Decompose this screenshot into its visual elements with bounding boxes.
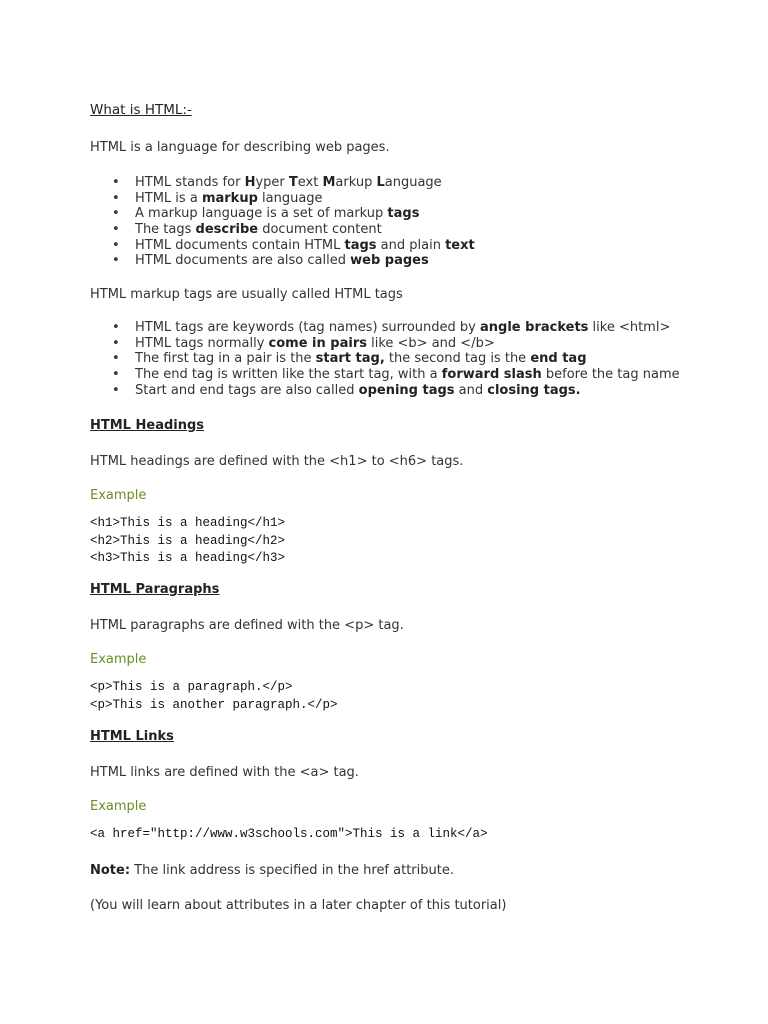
text-run: ext [297,175,323,190]
bold-run: H [244,175,256,190]
bold-run: start tag, [315,351,385,367]
html-tags-list [90,320,680,398]
headings-code-block [90,515,285,568]
bullet-icon: • [112,206,120,222]
text-run: The end tag is written like the start tag, with a [135,367,442,383]
headings-text: HTML headings are defined with the <h1> to <h6> tags. [90,454,464,469]
list-item [90,222,475,238]
code-line: <p>This is another paragraph.</p> [90,697,338,712]
paragraphs-code-block [90,679,338,714]
list-item [90,367,680,383]
text-run: HTML tags normally [135,335,269,351]
intro-text: HTML is a language for describing web pages. [90,140,390,155]
text-run: language [257,190,323,206]
text-run: HTML documents are also called [135,253,351,269]
bold-run: forward slash [441,367,542,383]
bullet-icon: • [112,320,120,335]
headings-section-title: HTML Headings [90,418,205,433]
bold-run: end tag [530,351,587,367]
list-item [90,383,680,399]
code-line: <a href="http://www.w3schools.com">This is a link</a> [90,827,488,841]
text-run: and [454,382,488,398]
bold-run: tags [387,206,420,222]
bold-run: tags [344,237,377,253]
list-item [90,238,475,254]
bold-run: opening tags [358,382,455,398]
text-run: HTML stands for [135,175,245,190]
text-run: HTML tags are keywords (tag names) surrounded by [135,320,480,335]
list-item [90,351,680,367]
page-title: What is HTML:- [90,102,192,118]
bullet-icon: • [112,222,120,238]
paragraphs-text: HTML paragraphs are defined with the <p> tag. [90,618,404,633]
note-text [90,863,454,878]
links-section-title: HTML Links [90,729,174,744]
text-run: like <html> [588,320,671,335]
paragraphs-section-title: HTML Paragraphs [90,582,220,597]
text-run: arkup [335,175,377,190]
bold-run: web pages [350,253,429,269]
code-line: <h2>This is a heading</h2> [90,533,286,548]
text-run: the second tag is the [384,351,531,367]
bullet-icon: • [112,382,120,398]
bold-run: L [376,175,385,190]
text-run: anguage [384,175,442,190]
text-run: document content [258,222,382,238]
bullet-icon: • [112,335,120,351]
text-run: and plain [376,237,446,253]
text-run: A markup language is a set of markup [135,206,388,222]
links-example-label: Example [90,799,147,814]
text-run: The tags [135,222,196,238]
bold-run: M [322,175,336,190]
footer-text: (You will learn about attributes in a later chapter of this tutorial) [90,898,507,913]
bold-run: closing tags. [487,382,581,398]
text-run: The first tag in a pair is the [135,351,316,367]
bullet-icon: • [112,175,120,190]
bullet-icon: • [112,367,120,383]
bullet-icon: • [112,190,120,206]
paragraphs-example-label: Example [90,652,147,667]
list-item [90,320,680,336]
tags-intro-text: HTML markup tags are usually called HTML tags [90,287,403,302]
code-line: <p>This is a paragraph.</p> [90,680,293,694]
list-item [90,175,475,191]
headings-example-label: Example [90,488,147,503]
list-item [90,206,475,222]
links-code-block [90,826,488,844]
bold-run: text [445,237,475,253]
bold-run: describe [195,222,259,238]
bullet-icon: • [112,351,120,367]
code-line: <h3>This is a heading</h3> [90,551,286,565]
code-line: <h1>This is a heading</h1> [90,516,286,530]
list-item [90,191,475,207]
text-run: yper [255,175,289,190]
text-run: before the tag name [541,367,680,383]
text-run: like <b> and </b> [366,335,495,351]
list-item [90,336,680,352]
bullet-icon: • [112,237,120,253]
list-item [90,253,475,269]
bold-run: markup [201,190,258,206]
bullet-icon: • [112,253,120,269]
bold-run: T [288,175,298,190]
bold-run: come in pairs [268,335,367,351]
bold-run: angle brackets [480,320,589,335]
text-run: Start and end tags are also called [135,382,359,398]
note-label: Note: [90,863,131,878]
text-run: HTML is a [135,190,202,206]
note-body: The link address is specified in the href attribute. [130,863,454,878]
html-facts-list [90,175,475,269]
links-text: HTML links are defined with the <a> tag. [90,765,359,780]
text-run: HTML documents contain HTML [135,237,345,253]
